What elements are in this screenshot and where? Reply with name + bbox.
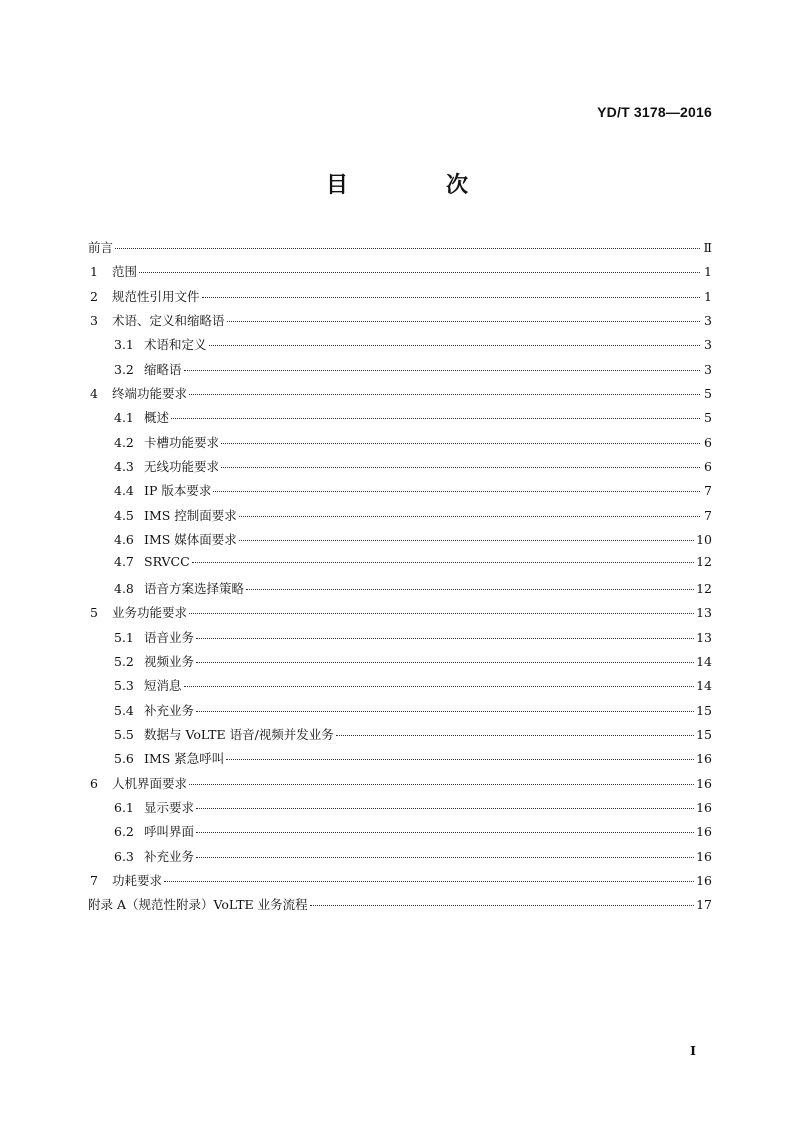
toc-entry-label: 终端功能要求	[112, 386, 188, 402]
dot-leader	[196, 662, 694, 663]
document-code: YD/T 3178—2016	[597, 104, 712, 120]
toc-entry-page: 16	[696, 751, 712, 767]
dot-leader	[115, 248, 700, 249]
toc-entry-label: 短消息	[144, 678, 182, 694]
toc-entry[interactable]	[88, 676, 712, 700]
toc-entry-page: 6	[704, 459, 712, 475]
toc-entry-page: 16	[696, 872, 712, 888]
dot-leader	[196, 638, 694, 639]
dot-leader	[221, 467, 700, 468]
toc-entry[interactable]	[88, 238, 712, 262]
dot-leader	[189, 394, 700, 395]
toc-entry[interactable]	[88, 774, 712, 798]
toc-entry-page: 1	[704, 264, 712, 280]
dot-leader	[196, 711, 694, 712]
toc-entry-number: 4.6	[114, 532, 134, 548]
toc-entry[interactable]	[88, 822, 712, 846]
toc-entry-label: 功耗要求	[112, 872, 163, 888]
toc-entry-page: 14	[696, 678, 712, 694]
dot-leader	[189, 784, 694, 785]
toc-entry-number: 5.6	[114, 751, 134, 767]
page-number: I	[690, 1043, 696, 1058]
toc-entry[interactable]	[88, 652, 712, 676]
toc-entry-label: 显示要求	[144, 799, 195, 815]
toc-entry-page: 3	[704, 313, 712, 329]
dot-leader	[189, 613, 694, 614]
toc-entry-label: 补充业务	[144, 702, 195, 718]
toc-entry-page: 16	[696, 775, 712, 791]
toc-entry-label: 缩略语	[144, 361, 182, 377]
page-title: 目 次	[325, 173, 506, 198]
dot-leader	[196, 857, 694, 858]
toc-entry-number: 4.1	[114, 410, 134, 426]
toc-entry-page: 14	[696, 653, 712, 669]
dot-leader	[184, 686, 695, 687]
toc-entry-page: 10	[696, 532, 712, 548]
toc-entry-page: Ⅱ	[703, 240, 712, 255]
toc-entry-page: 1	[704, 288, 712, 304]
toc-entry-label: 业务功能要求	[112, 605, 188, 621]
toc-entry-page: 6	[704, 434, 712, 450]
toc-entry[interactable]	[88, 408, 712, 432]
toc-entry-label: 语音方案选择策略	[144, 580, 245, 596]
dot-leader	[227, 321, 700, 322]
toc-entry-number: 1	[90, 264, 98, 280]
toc-entry[interactable]	[88, 847, 712, 871]
dot-leader	[192, 562, 694, 563]
toc-entry-page: 13	[696, 629, 712, 645]
toc-entry[interactable]	[88, 701, 712, 725]
toc-entry-page: 7	[704, 507, 712, 523]
dot-leader	[139, 272, 700, 273]
toc-entry-number: 6.2	[114, 824, 134, 840]
toc-entry-number: 5.5	[114, 726, 134, 742]
dot-leader	[246, 589, 694, 590]
toc-entry-number: 5.3	[114, 678, 134, 694]
dot-leader	[239, 516, 700, 517]
dot-leader	[336, 735, 694, 736]
toc-entry-page: 13	[696, 605, 712, 621]
toc-entry-label: IMS 控制面要求	[144, 507, 237, 523]
toc-entry-number: 4.3	[114, 459, 134, 475]
toc-entry-number: 4.8	[114, 580, 134, 596]
toc-entry-label: 术语、定义和缩略语	[112, 313, 225, 329]
toc-entry-page: 3	[704, 361, 712, 377]
toc-entry-label: IMS 媒体面要求	[144, 532, 237, 548]
toc-entry[interactable]	[88, 798, 712, 822]
toc-entry[interactable]	[88, 725, 712, 749]
toc-entry-label: 前言	[88, 240, 114, 255]
toc-entry[interactable]	[88, 530, 712, 554]
toc-entry[interactable]	[88, 360, 712, 384]
toc-entry[interactable]	[88, 506, 712, 530]
dot-leader	[171, 418, 700, 419]
toc-entry[interactable]	[88, 287, 712, 311]
toc-entry-label: 术语和定义	[144, 337, 207, 353]
toc-entry[interactable]	[88, 554, 712, 578]
toc-entry-number: 7	[90, 872, 98, 888]
toc-entry-label: 数据与 VoLTE 语音/视频并发业务	[144, 726, 334, 742]
toc-entry-number: 5.4	[114, 702, 134, 718]
toc-entry-page: 5	[704, 410, 712, 426]
toc-entry-page: 16	[696, 848, 712, 864]
toc-entry-page: 15	[696, 726, 712, 742]
toc-entry[interactable]	[88, 262, 712, 286]
toc-entry-number: 6	[90, 775, 98, 791]
toc-entry-label: 概述	[144, 410, 170, 426]
toc-entry-page: 3	[704, 337, 712, 353]
toc-entry-label: 人机界面要求	[112, 775, 188, 791]
toc-entry-number: 4.2	[114, 434, 134, 450]
dot-leader	[310, 905, 694, 906]
toc-entry-page: 16	[696, 824, 712, 840]
dot-leader	[209, 345, 700, 346]
toc-entry-label: 范围	[112, 264, 138, 280]
toc-entry[interactable]	[88, 335, 712, 359]
toc-entry-label: 语音业务	[144, 629, 195, 645]
toc-entry-number: 6.1	[114, 799, 134, 815]
toc-entry-label: 卡槽功能要求	[144, 434, 220, 450]
toc-entry[interactable]	[88, 311, 712, 335]
toc-entry-label: 补充业务	[144, 848, 195, 864]
toc-entry[interactable]	[88, 628, 712, 652]
dot-leader	[164, 881, 694, 882]
dot-leader	[221, 443, 700, 444]
dot-leader	[226, 759, 694, 760]
toc-entry-label: 附录 A（规范性附录）VoLTE 业务流程	[88, 897, 308, 913]
toc-entry[interactable]	[88, 579, 712, 603]
toc-entry-label: SRVCC	[144, 554, 190, 570]
toc-entry-number: 6.3	[114, 848, 134, 864]
toc-entry[interactable]	[88, 481, 712, 505]
toc-entry[interactable]	[88, 433, 712, 457]
toc-entry-number: 4.4	[114, 483, 134, 499]
toc-entry[interactable]	[88, 871, 712, 895]
toc-entry-number: 5	[90, 605, 98, 621]
dot-leader	[196, 808, 694, 809]
toc-entry-number: 5.2	[114, 653, 134, 669]
toc-entry-page: 12	[696, 554, 712, 570]
toc-entry-number: 3.1	[114, 337, 134, 353]
toc-entry[interactable]	[88, 749, 712, 773]
dot-leader	[202, 297, 700, 298]
toc-entry-label: 呼叫界面	[144, 824, 195, 840]
toc-entry-page: 5	[704, 386, 712, 402]
toc-entry-label: IMS 紧急呼叫	[144, 751, 225, 767]
toc-entry-label: 视频业务	[144, 653, 195, 669]
toc-entry-number: 4.5	[114, 507, 134, 523]
toc-entry-number: 4	[90, 386, 98, 402]
toc-entry-label: 规范性引用文件	[112, 288, 200, 304]
toc-entry-number: 3.2	[114, 361, 134, 377]
dot-leader	[239, 540, 694, 541]
toc-entry-number: 3	[90, 313, 98, 329]
toc-entry-page: 15	[696, 702, 712, 718]
toc-entry[interactable]	[88, 603, 712, 627]
toc-entry-number: 4.7	[114, 554, 134, 570]
toc-entry-page: 17	[696, 897, 712, 913]
toc-entry[interactable]	[88, 384, 712, 408]
dot-leader	[184, 370, 700, 371]
dot-leader	[196, 832, 694, 833]
toc-entry-number: 5.1	[114, 629, 134, 645]
toc-entry-label: 无线功能要求	[144, 459, 220, 475]
toc-entry-label: IP 版本要求	[144, 483, 212, 499]
table-of-contents	[88, 238, 712, 920]
dot-leader	[213, 491, 700, 492]
toc-entry[interactable]	[88, 457, 712, 481]
toc-entry-page: 12	[696, 580, 712, 596]
toc-entry[interactable]	[88, 895, 712, 919]
toc-entry-page: 16	[696, 799, 712, 815]
toc-entry-page: 7	[704, 483, 712, 499]
toc-entry-number: 2	[90, 288, 98, 304]
